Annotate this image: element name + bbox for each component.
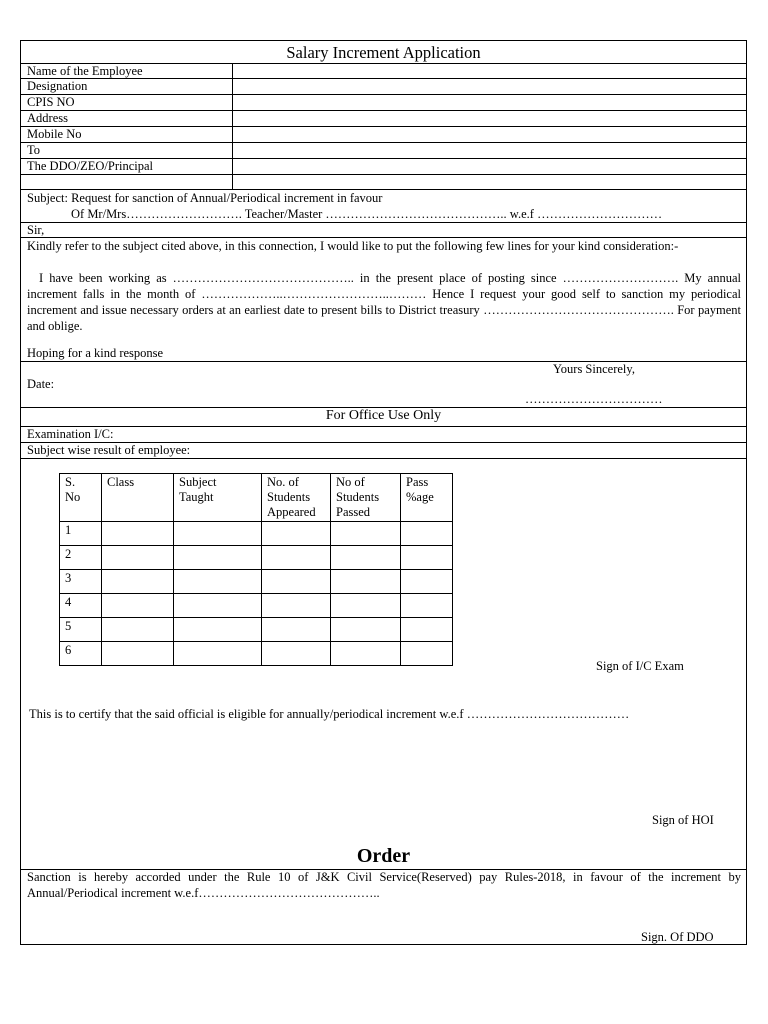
sign-ddo: Sign. Of DDO <box>641 930 714 944</box>
divider <box>21 174 746 175</box>
certification-line <box>29 707 629 722</box>
row-number: 5 <box>60 618 102 642</box>
table-cell[interactable] <box>174 522 262 546</box>
field-value-ddo[interactable] <box>237 159 742 173</box>
subject-person-line <box>71 207 662 221</box>
field-label-designation: Designation <box>27 79 88 93</box>
post-blank: …………………………………… <box>325 207 501 221</box>
header-pass-percentage: Pass %age <box>401 474 453 522</box>
table-cell[interactable] <box>262 618 331 642</box>
row-number: 4 <box>60 594 102 618</box>
table-cell[interactable] <box>102 522 174 546</box>
divider <box>21 222 746 223</box>
table-cell[interactable] <box>401 594 453 618</box>
field-label-mobile-no: Mobile No <box>27 127 82 141</box>
divider <box>21 426 746 427</box>
field-label-to: To <box>27 143 41 157</box>
field-value-address[interactable] <box>237 111 742 125</box>
body-paragraph-2: I have been working as …………………………………….. in the present place of posting since ………………………. My annual increment falls in the month of ………………..……………………..……… Hence I request your good self to sanction my periodical increment and issue necessary orders at an earliest date to present bills to District treasury ………………………………………. For payment and oblige. <box>27 271 741 333</box>
table-cell[interactable] <box>174 618 262 642</box>
table-cell[interactable] <box>401 522 453 546</box>
table-cell[interactable] <box>262 546 331 570</box>
table-cell[interactable] <box>262 522 331 546</box>
table-cell[interactable] <box>102 642 174 666</box>
header-students-appeared: No. of Students Appeared <box>262 474 331 522</box>
sign-hoi: Sign of HOI <box>652 813 714 827</box>
table-cell[interactable] <box>174 594 262 618</box>
salutation: Sir, <box>27 223 45 237</box>
field-value-to[interactable] <box>237 143 742 157</box>
table-cell[interactable] <box>401 618 453 642</box>
table-cell[interactable] <box>331 570 401 594</box>
table-cell[interactable] <box>174 546 262 570</box>
field-value-employee-name[interactable] <box>237 64 742 78</box>
row-number: 1 <box>60 522 102 546</box>
table-row <box>60 546 453 570</box>
wef-label: .. w.e.f <box>500 207 534 221</box>
order-heading: Order <box>356 845 411 867</box>
table-row <box>60 594 453 618</box>
signature-blank: …………………………… <box>525 392 663 406</box>
table-cell[interactable] <box>331 594 401 618</box>
table-row <box>60 522 453 546</box>
wef-blank: ………………………… <box>537 207 663 221</box>
table-cell[interactable] <box>262 570 331 594</box>
field-label-ddo: The DDO/ZEO/Principal <box>27 159 154 173</box>
sanction-text: Sanction is hereby accorded under the Rule 10 of J&K Civil Service(Reserved) pay Rules-2018, in favour of the increment by Annual/Periodical increment w.e.f…………………………………….. <box>27 870 741 900</box>
field-value-mobile-no[interactable] <box>237 127 742 141</box>
form-title: Salary Increment Application <box>286 43 481 62</box>
field-label-address: Address <box>27 111 68 125</box>
header-subject-taught: Subject Taught <box>174 474 262 522</box>
yours-sincerely: Yours Sincerely, <box>553 362 635 376</box>
table-cell[interactable] <box>174 642 262 666</box>
table-cell[interactable] <box>102 618 174 642</box>
date-label: Date: <box>27 377 55 391</box>
teacher-master-label: . Teacher/Master <box>238 207 323 221</box>
field-value-cpis-no[interactable] <box>237 95 742 109</box>
table-cell[interactable] <box>262 594 331 618</box>
table-cell[interactable] <box>331 546 401 570</box>
header-students-passed: No of Students Passed <box>331 474 401 522</box>
table-row <box>60 642 453 666</box>
table-row <box>60 570 453 594</box>
name-blank: ……………………… <box>126 207 239 221</box>
subject-result-table <box>59 473 453 666</box>
subject-of-label: Of Mr/Mrs <box>71 207 127 221</box>
body-paragraph-1: Kindly refer to the subject cited above, in this connection, I would like to put the following few lines for your kind consideration:- <box>27 239 679 253</box>
divider <box>21 361 746 362</box>
certify-text: This is to certify that the said official is eligible for annually/periodical increment w.e.f <box>29 707 464 721</box>
examination-ic-label: Examination I/C: <box>27 427 114 441</box>
table-cell[interactable] <box>262 642 331 666</box>
divider <box>21 189 746 190</box>
row-number: 2 <box>60 546 102 570</box>
field-label-cpis-no: CPIS NO <box>27 95 75 109</box>
table-cell[interactable] <box>102 570 174 594</box>
table-cell[interactable] <box>102 546 174 570</box>
header-sno: S. No <box>60 474 102 522</box>
table-cell[interactable] <box>401 570 453 594</box>
sign-ic-exam: Sign of I/C Exam <box>596 659 684 673</box>
table-row <box>60 618 453 642</box>
table-cell[interactable] <box>401 546 453 570</box>
certify-date-blank: ………………………………… <box>466 707 630 721</box>
table-cell[interactable] <box>331 642 401 666</box>
row-number: 3 <box>60 570 102 594</box>
subject-result-label: Subject wise result of employee: <box>27 443 191 457</box>
office-use-heading: For Office Use Only <box>325 408 442 423</box>
field-value-designation[interactable] <box>237 79 742 93</box>
subject-line: Subject: Request for sanction of Annual/Periodical increment in favour <box>27 191 383 205</box>
divider <box>21 458 746 459</box>
row-number: 6 <box>60 642 102 666</box>
table-cell[interactable] <box>401 642 453 666</box>
field-label-employee-name: Name of the Employee <box>27 64 143 78</box>
table-cell[interactable] <box>331 618 401 642</box>
closing-line: Hoping for a kind response <box>27 346 164 360</box>
header-class: Class <box>102 474 174 522</box>
increment-application-form <box>20 40 747 945</box>
table-cell[interactable] <box>174 570 262 594</box>
table-cell[interactable] <box>102 594 174 618</box>
table-cell[interactable] <box>331 522 401 546</box>
table-header-row <box>60 474 453 522</box>
